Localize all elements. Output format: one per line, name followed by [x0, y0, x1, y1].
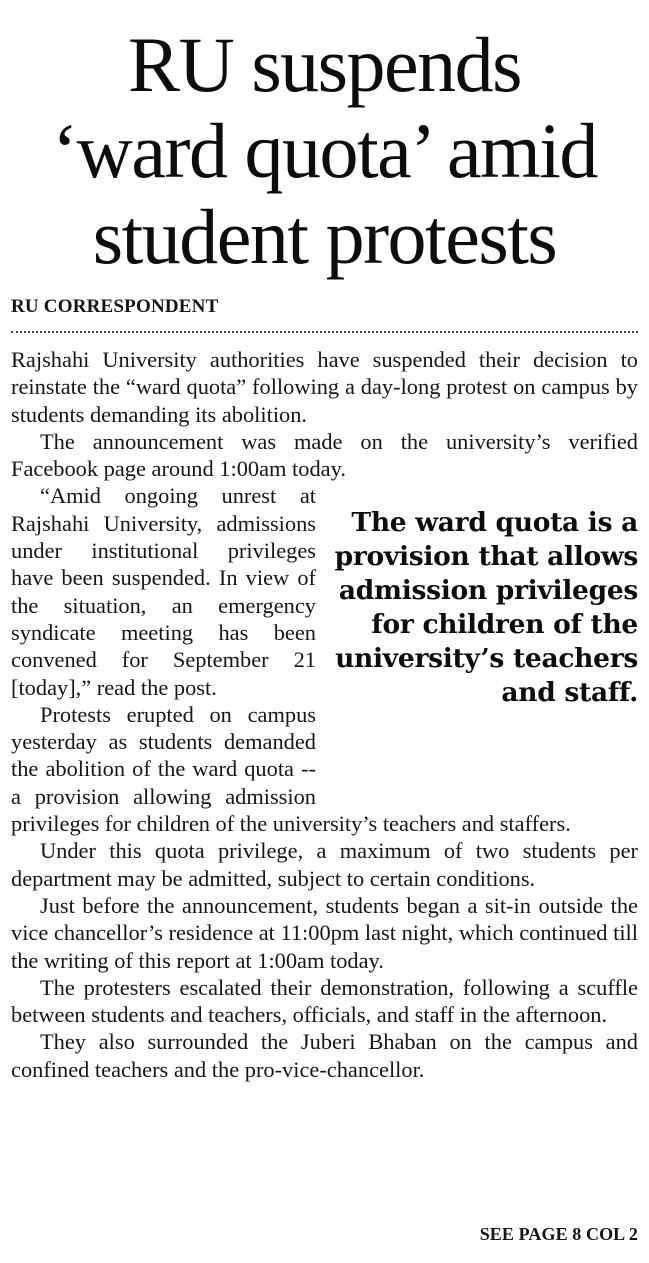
- byline: RU CORRESPONDENT: [11, 296, 219, 317]
- continuation-line: SEE PAGE 8 COL 2: [479, 1224, 638, 1244]
- paragraph-8: They also surrounded the Juberi Bhaban on the campus and confined teachers and the pro-vice-chancellor.: [11, 1029, 638, 1082]
- paragraph-4: Protests erupted on campus yesterday as students demanded the abolition of the ward quota -- a provision allowing admission privileges for children of the university’s teachers and staffers.: [11, 701, 571, 837]
- pull-quote: The ward quota is a provision that allows admission privileges for children of the university’s teachers and staff.: [334, 507, 638, 709]
- headline-line-3: student protests: [92, 193, 557, 280]
- paragraph-2: The announcement was made on the university’s verified Facebook page around 1:00am today.: [11, 428, 638, 482]
- paragraph-3: “Amid ongoing unrest at Rajshahi University, admissions under institutional privileges have been suspended. In view of the situation, an emergency syndicate meeting has been convened for September 21 [today],” read the post.: [11, 483, 316, 700]
- dotted-divider: [11, 331, 638, 333]
- headline: [0, 22, 649, 280]
- headline-line-2: ‘ward quota’ amid: [52, 107, 597, 194]
- paragraph-7: The protesters escalated their demonstration, following a scuffle between students and teachers, officials, and staff in the afternoon.: [11, 974, 638, 1028]
- headline-line-1: RU suspends: [127, 21, 522, 108]
- paragraph-1: Rajshahi University authorities have suspended their decision to reinstate the “ward quota” following a day-long protest on campus by students demanding its abolition.: [11, 347, 638, 427]
- article-body: [11, 346, 638, 1083]
- paragraph-6: Just before the announcement, students began a sit-in outside the vice chancellor’s residence at 11:00pm last night, which continued till the writing of this report at 1:00am today.: [11, 892, 638, 973]
- paragraph-5: Under this quota privilege, a maximum of two students per department may be admitted, subject to certain conditions.: [11, 838, 638, 891]
